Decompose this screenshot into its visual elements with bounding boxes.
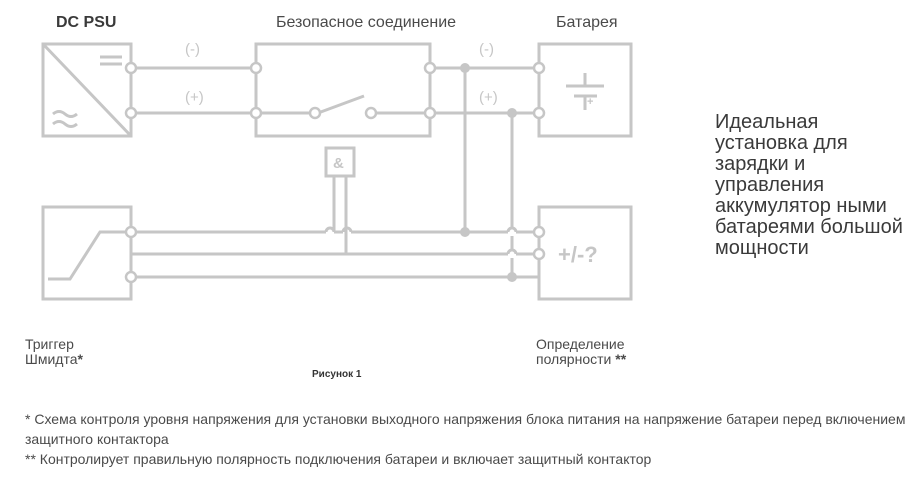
schmitt-caption-mark: * [77,351,83,367]
figure-label: Рисунок 1 [312,369,362,380]
battery-box [539,44,631,136]
safe-connection-title: Безопасное соединение [276,14,457,31]
footnotes [25,409,915,469]
battery-title: Батарея [556,14,618,31]
footnote-1: * Схема контроля уровня напряжения для установки выходного напряжения блока питания на напряжение батареи перед включением защитного контактора [25,411,906,447]
battery-minus-label: (-) [479,41,494,58]
schmitt-trigger-caption [25,337,83,367]
psu-plus-label: (+) [185,89,204,106]
polarity-caption-line2: полярности [536,351,612,367]
and-gate-label: & [333,155,344,172]
battery-plus-sign: + [587,96,594,108]
safe-connection-box [256,44,430,136]
psu-title: DC PSU [56,14,117,31]
polarity-caption [536,337,626,367]
schmitt-caption-line2: Шмидта [25,351,78,367]
polarity-caption-line1: Определение [536,336,625,352]
footnote-2: ** Контролирует правильную полярность подключения батареи и включает защитный контактор [25,451,652,467]
battery-plus-label: (+) [479,89,498,106]
polarity-symbol: +/-? [558,242,598,267]
side-description: Идеальная установка для зарядки и управления аккумулятор ными батареями большой мощности [715,111,903,259]
polarity-caption-mark: ** [615,351,627,367]
psu-minus-label: (-) [185,41,200,58]
schmitt-caption-line1: Триггер [25,336,74,352]
